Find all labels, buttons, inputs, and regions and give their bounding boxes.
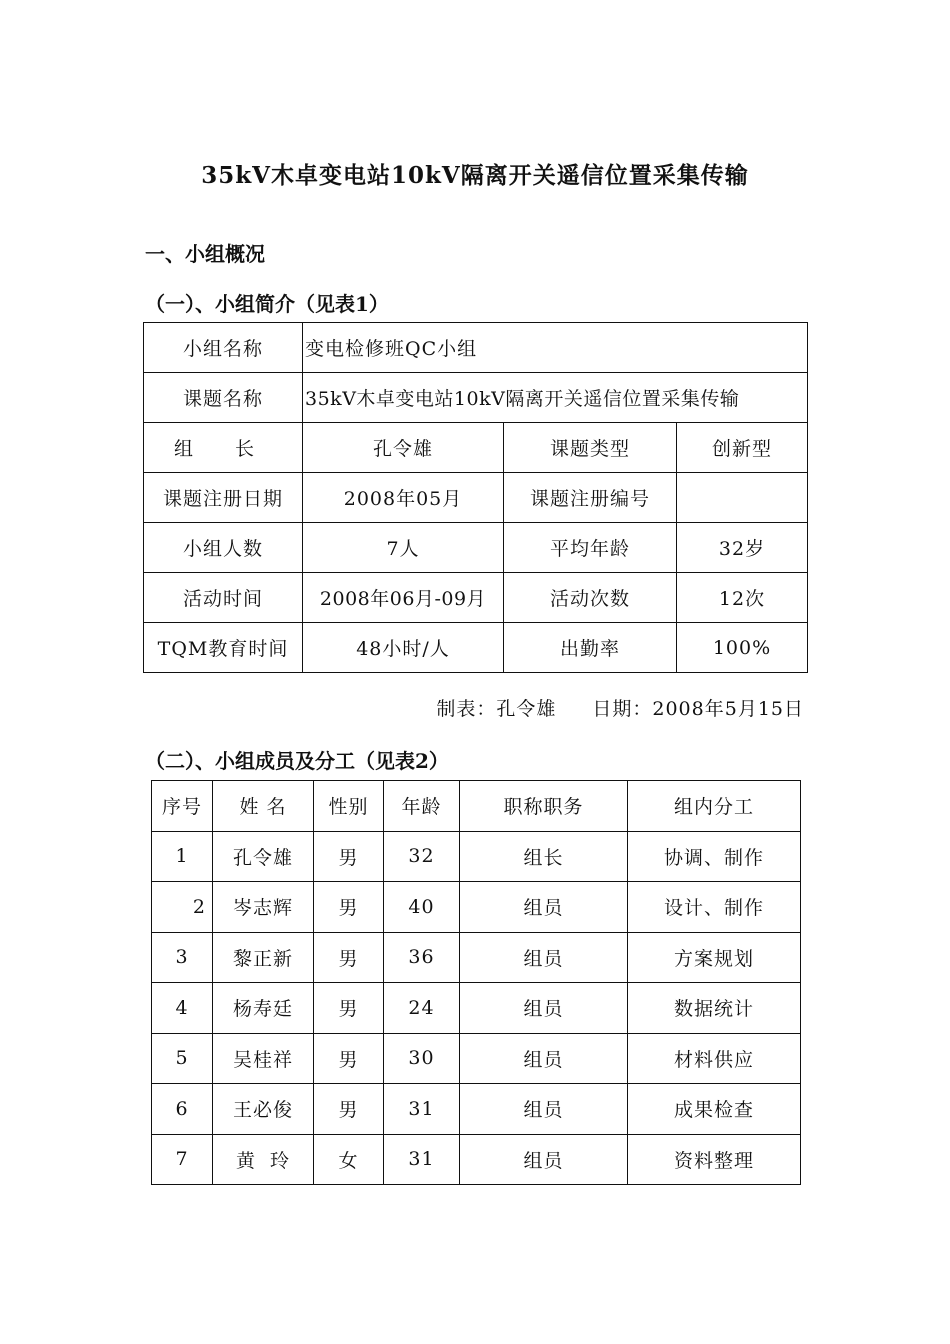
table-row <box>152 932 801 983</box>
table-cell: 平均年龄 <box>504 523 677 573</box>
table-cell: 小组人数 <box>144 523 303 573</box>
group-intro-table <box>143 322 808 673</box>
table-cell: 女 <box>314 1134 384 1185</box>
table-cell: 组员 <box>460 882 628 933</box>
table-row <box>144 323 808 373</box>
table-cell: 12次 <box>677 573 808 623</box>
members-table <box>151 780 801 1185</box>
table-header-row <box>152 781 801 832</box>
table-cell: 活动时间 <box>144 573 303 623</box>
table-cell: 男 <box>314 1084 384 1135</box>
table-row <box>152 831 801 882</box>
subsection-heading-members: （二）、小组成员及分工（见表2） <box>145 749 449 773</box>
table-cell: 出勤率 <box>504 623 677 673</box>
header-cell: 性别 <box>314 781 384 832</box>
table-footnote <box>436 694 804 721</box>
table-cell: 课题类型 <box>504 423 677 473</box>
header-cell: 组内分工 <box>628 781 801 832</box>
table-cell: 2008年05月 <box>303 473 504 523</box>
table-cell: 2 <box>152 882 213 933</box>
table-cell: 协调、制作 <box>628 831 801 882</box>
header-cell: 姓 名 <box>213 781 314 832</box>
table-cell: 48小时/人 <box>303 623 504 673</box>
table-cell: 男 <box>314 932 384 983</box>
table-cell: 4 <box>152 983 213 1034</box>
table-cell: 35kV木卓变电站10kV隔离开关遥信位置采集传输 <box>303 373 808 423</box>
table-cell: 32 <box>384 831 460 882</box>
table-cell: 男 <box>314 1033 384 1084</box>
table-cell: 31 <box>384 1084 460 1135</box>
table-cell: 7人 <box>303 523 504 573</box>
table-cell: 材料供应 <box>628 1033 801 1084</box>
table-cell: 杨寿廷 <box>213 983 314 1034</box>
table-cell: 资料整理 <box>628 1134 801 1185</box>
table-cell <box>677 473 808 523</box>
made-by-text: 制表：孔令雄 <box>436 698 557 720</box>
table-row <box>144 473 808 523</box>
table-cell: 30 <box>384 1033 460 1084</box>
table-row <box>144 423 808 473</box>
table-row <box>144 623 808 673</box>
table-cell: 32岁 <box>677 523 808 573</box>
table-cell: 100% <box>677 623 808 673</box>
table-cell: 岑志辉 <box>213 882 314 933</box>
table-cell: 组长 <box>460 831 628 882</box>
table-cell: TQM教育时间 <box>144 623 303 673</box>
table-cell: 组 长 <box>144 423 303 473</box>
table-cell: 组员 <box>460 932 628 983</box>
table-cell: 组员 <box>460 1084 628 1135</box>
table-cell: 课题名称 <box>144 373 303 423</box>
table-cell: 成果检查 <box>628 1084 801 1135</box>
header-cell: 序号 <box>152 781 213 832</box>
table-row <box>152 983 801 1034</box>
table-cell: 黎正新 <box>213 932 314 983</box>
table-cell: 1 <box>152 831 213 882</box>
table-cell: 36 <box>384 932 460 983</box>
table-row <box>152 882 801 933</box>
table-cell: 24 <box>384 983 460 1034</box>
table-cell: 组员 <box>460 983 628 1034</box>
table-row <box>152 1134 801 1185</box>
table-cell: 40 <box>384 882 460 933</box>
table-cell: 王必俊 <box>213 1084 314 1135</box>
header-cell: 职称职务 <box>460 781 628 832</box>
table-cell: 小组名称 <box>144 323 303 373</box>
section-heading-overview: 一、小组概况 <box>145 242 265 266</box>
table-cell: 组员 <box>460 1033 628 1084</box>
table-cell: 2008年06月-09月 <box>303 573 504 623</box>
table-cell: 活动次数 <box>504 573 677 623</box>
table-cell: 变电检修班QC小组 <box>303 323 808 373</box>
date-text: 日期：2008年5月15日 <box>592 698 804 720</box>
subsection-heading-intro: （一）、小组简介（见表1） <box>145 292 389 316</box>
table-cell: 数据统计 <box>628 983 801 1034</box>
table-cell: 31 <box>384 1134 460 1185</box>
table-cell: 吴桂祥 <box>213 1033 314 1084</box>
table-cell: 孔令雄 <box>213 831 314 882</box>
table-cell: 方案规划 <box>628 932 801 983</box>
table-cell: 男 <box>314 831 384 882</box>
header-cell: 年龄 <box>384 781 460 832</box>
table-cell: 孔令雄 <box>303 423 504 473</box>
table-cell: 男 <box>314 983 384 1034</box>
table-cell: 3 <box>152 932 213 983</box>
document-title: 35kV木卓变电站10kV隔离开关遥信位置采集传输 <box>201 162 749 189</box>
table-row <box>144 573 808 623</box>
table-cell: 设计、制作 <box>628 882 801 933</box>
table-row <box>152 1033 801 1084</box>
table-cell: 组员 <box>460 1134 628 1185</box>
table-row <box>152 1084 801 1135</box>
table-cell: 5 <box>152 1033 213 1084</box>
table-cell: 创新型 <box>677 423 808 473</box>
table-cell: 6 <box>152 1084 213 1135</box>
table-cell: 课题注册日期 <box>144 473 303 523</box>
table-row <box>144 373 808 423</box>
table-cell: 课题注册编号 <box>504 473 677 523</box>
table-cell: 7 <box>152 1134 213 1185</box>
table-cell: 男 <box>314 882 384 933</box>
table-row <box>144 523 808 573</box>
table-cell: 黄 玲 <box>213 1134 314 1185</box>
